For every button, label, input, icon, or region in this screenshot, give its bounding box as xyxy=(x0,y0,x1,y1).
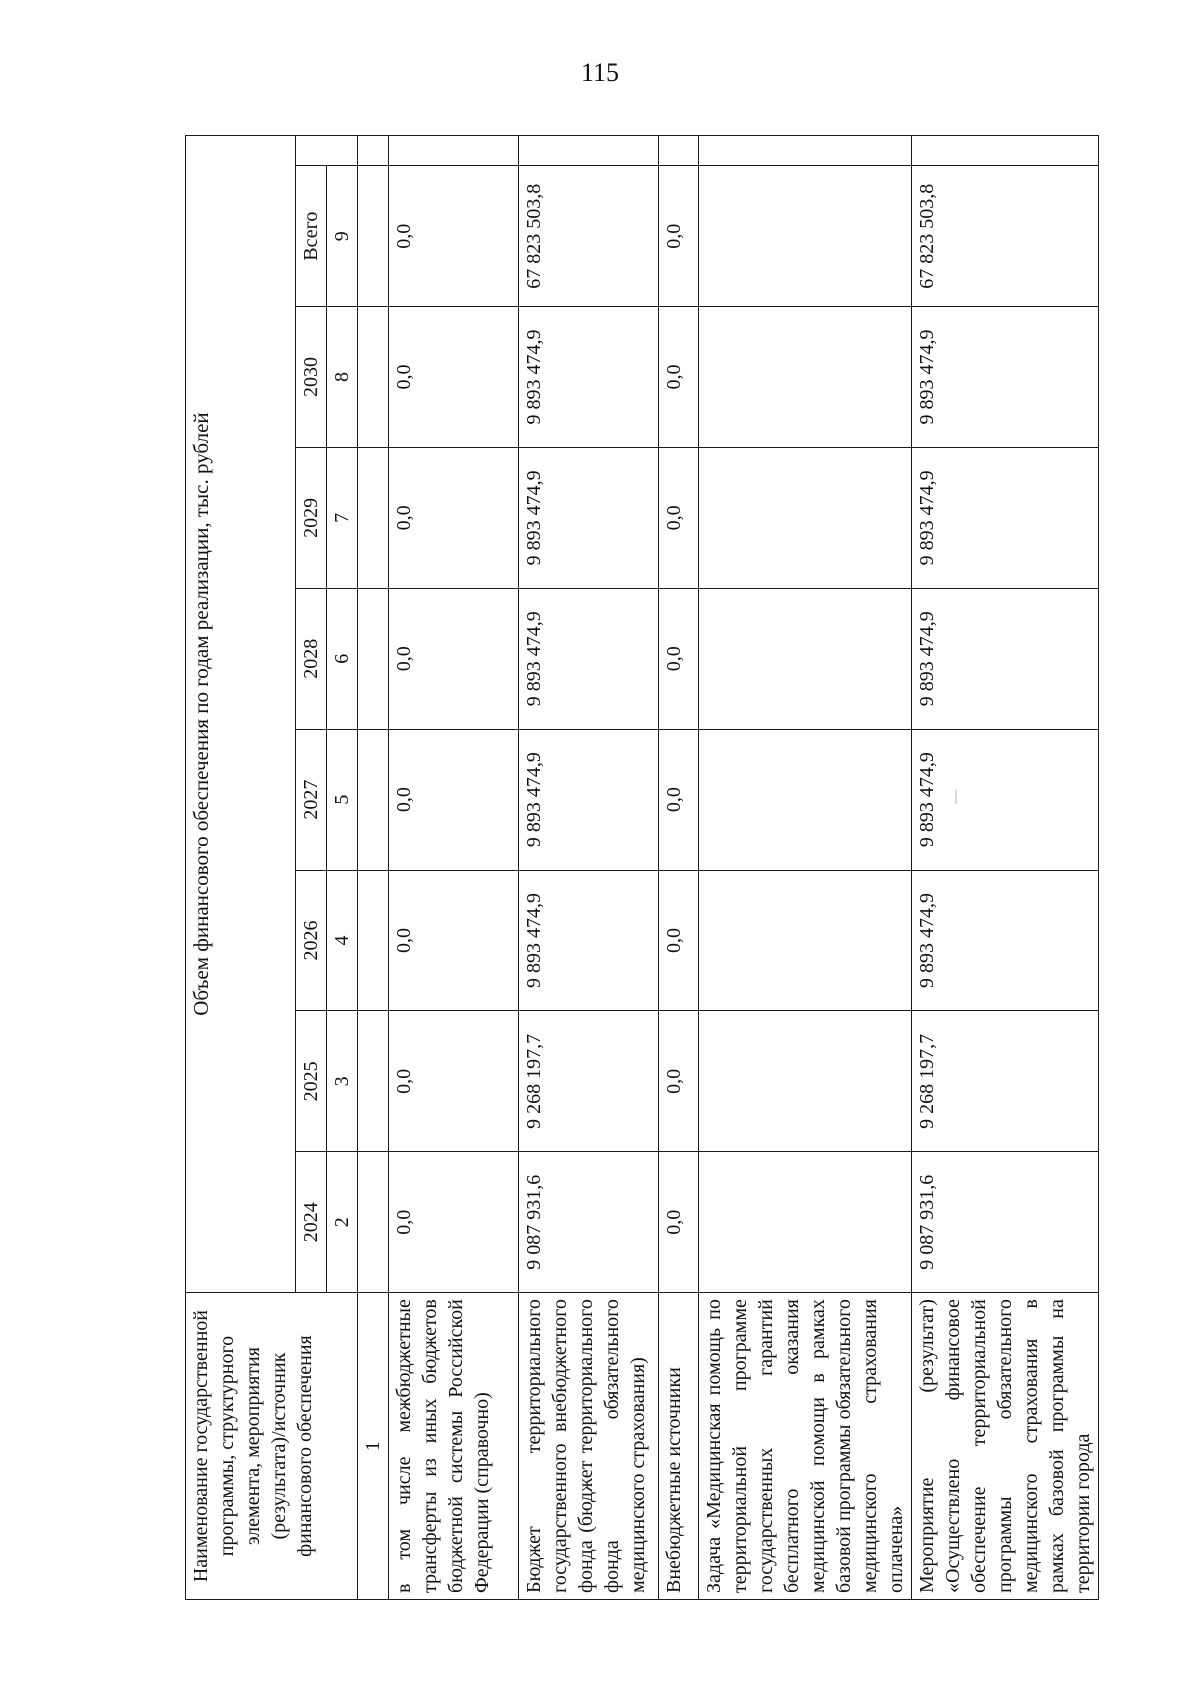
row-value xyxy=(699,588,912,729)
row-value: 9 893 474,9 xyxy=(912,870,1099,1011)
year-header-total: Всего xyxy=(296,166,327,307)
row-value: 0,0 xyxy=(659,1011,699,1152)
row-value: 0,0 xyxy=(659,588,699,729)
row-name: Бюджет территориального государственного внебюджетного фонда (бюджет территориального фонда обязательного медицинского страхования) xyxy=(519,1293,659,1600)
column-number-1: 1 xyxy=(358,1293,389,1600)
row-value xyxy=(699,1152,912,1293)
scan-artifact xyxy=(955,790,957,804)
row-value: 0,0 xyxy=(389,870,519,1011)
header-row-group xyxy=(186,136,296,1600)
column-header-group: Объем финансового обеспечения по годам реализации, тыс. рублей xyxy=(186,136,296,1293)
row-name: Задача «Медицинская помощь по территориальной программе государственных гарантий бесплатного оказания медицинской помощи в рамках базовой программы обязательного медицинского страхования оплачена» xyxy=(699,1293,912,1600)
row-value: 67 823 503,8 xyxy=(912,166,1099,307)
row-value xyxy=(699,870,912,1011)
empty-cell xyxy=(699,136,912,166)
row-value: 9 893 474,9 xyxy=(912,588,1099,729)
column-header-name: Наименование государственной программы, структурного элемента, мероприятия (результата)/источник финансового обеспечения xyxy=(186,1293,358,1600)
row-value: 9 087 931,6 xyxy=(912,1152,1099,1293)
empty-cell xyxy=(358,1011,389,1152)
table-row xyxy=(912,136,1099,1600)
row-value: 0,0 xyxy=(659,166,699,307)
row-value: 9 893 474,9 xyxy=(519,588,659,729)
column-number-2: 2 xyxy=(327,1152,358,1293)
row-value: 0,0 xyxy=(389,447,519,588)
row-value xyxy=(699,307,912,448)
empty-cell xyxy=(358,870,389,1011)
table-row xyxy=(519,136,659,1600)
row-value: 0,0 xyxy=(389,166,519,307)
row-value: 0,0 xyxy=(389,588,519,729)
year-header-2026: 2026 xyxy=(296,870,327,1011)
row-value: 9 893 474,9 xyxy=(519,729,659,870)
row-value: 9 893 474,9 xyxy=(912,447,1099,588)
page-number: 115 xyxy=(580,58,620,87)
row-value: 9 893 474,9 xyxy=(912,729,1099,870)
empty-cell xyxy=(358,1152,389,1293)
row-name: Мероприятие (результат) «Осуществлено финансовое обеспечение территориальной программы обязательного медицинского страхования в рамках базовой программы на территории города xyxy=(912,1293,1099,1600)
column-number-5: 5 xyxy=(327,729,358,870)
empty-cell xyxy=(358,729,389,870)
table-row xyxy=(659,136,699,1600)
table-row xyxy=(699,136,912,1600)
empty-cell xyxy=(358,447,389,588)
row-name: в том числе межбюджетные трансферты из иных бюджетов бюджетной системы Российской Федерации (справочно) xyxy=(389,1293,519,1600)
row-name: Внебюджетные источники xyxy=(659,1293,699,1600)
table-row xyxy=(389,136,519,1600)
column-number-4: 4 xyxy=(327,870,358,1011)
row-value: 0,0 xyxy=(389,1152,519,1293)
year-header-2028: 2028 xyxy=(296,588,327,729)
year-header-2025: 2025 xyxy=(296,1011,327,1152)
column-number-7: 7 xyxy=(327,447,358,588)
row-value: 9 087 931,6 xyxy=(519,1152,659,1293)
row-value: 9 893 474,9 xyxy=(519,870,659,1011)
empty-cell xyxy=(358,166,389,307)
row-value: 9 893 474,9 xyxy=(519,447,659,588)
row-value: 0,0 xyxy=(389,729,519,870)
empty-cell xyxy=(519,136,659,166)
row-value xyxy=(699,1011,912,1152)
year-header-2027: 2027 xyxy=(296,729,327,870)
empty-cell xyxy=(358,307,389,448)
narrow-header-cell xyxy=(296,136,358,166)
row-value: 0,0 xyxy=(659,447,699,588)
row-value: 9 893 474,9 xyxy=(912,307,1099,448)
empty-cell xyxy=(358,136,389,166)
year-header-2029: 2029 xyxy=(296,447,327,588)
row-value xyxy=(699,166,912,307)
empty-cell xyxy=(358,588,389,729)
row-value xyxy=(699,447,912,588)
year-header-2024: 2024 xyxy=(296,1152,327,1293)
row-value: 0,0 xyxy=(659,307,699,448)
row-value: 0,0 xyxy=(659,1152,699,1293)
rotated-table-container xyxy=(185,135,1094,1600)
row-value: 67 823 503,8 xyxy=(519,166,659,307)
row-value: 0,0 xyxy=(659,729,699,870)
column-number-3: 3 xyxy=(327,1011,358,1152)
column-number-8: 8 xyxy=(327,307,358,448)
empty-cell xyxy=(659,136,699,166)
empty-cell xyxy=(389,136,519,166)
row-value: 9 268 197,7 xyxy=(519,1011,659,1152)
financing-table xyxy=(185,135,1099,1600)
empty-cell xyxy=(912,136,1099,166)
row-value: 9 268 197,7 xyxy=(912,1011,1099,1152)
row-value: 9 893 474,9 xyxy=(519,307,659,448)
column-number-6: 6 xyxy=(327,588,358,729)
year-header-2030: 2030 xyxy=(296,307,327,448)
column-number-9: 9 xyxy=(327,166,358,307)
column-numbers-row xyxy=(358,136,389,1600)
row-value: 0,0 xyxy=(389,307,519,448)
row-value: 0,0 xyxy=(659,870,699,1011)
row-value xyxy=(699,729,912,870)
row-value: 0,0 xyxy=(389,1011,519,1152)
